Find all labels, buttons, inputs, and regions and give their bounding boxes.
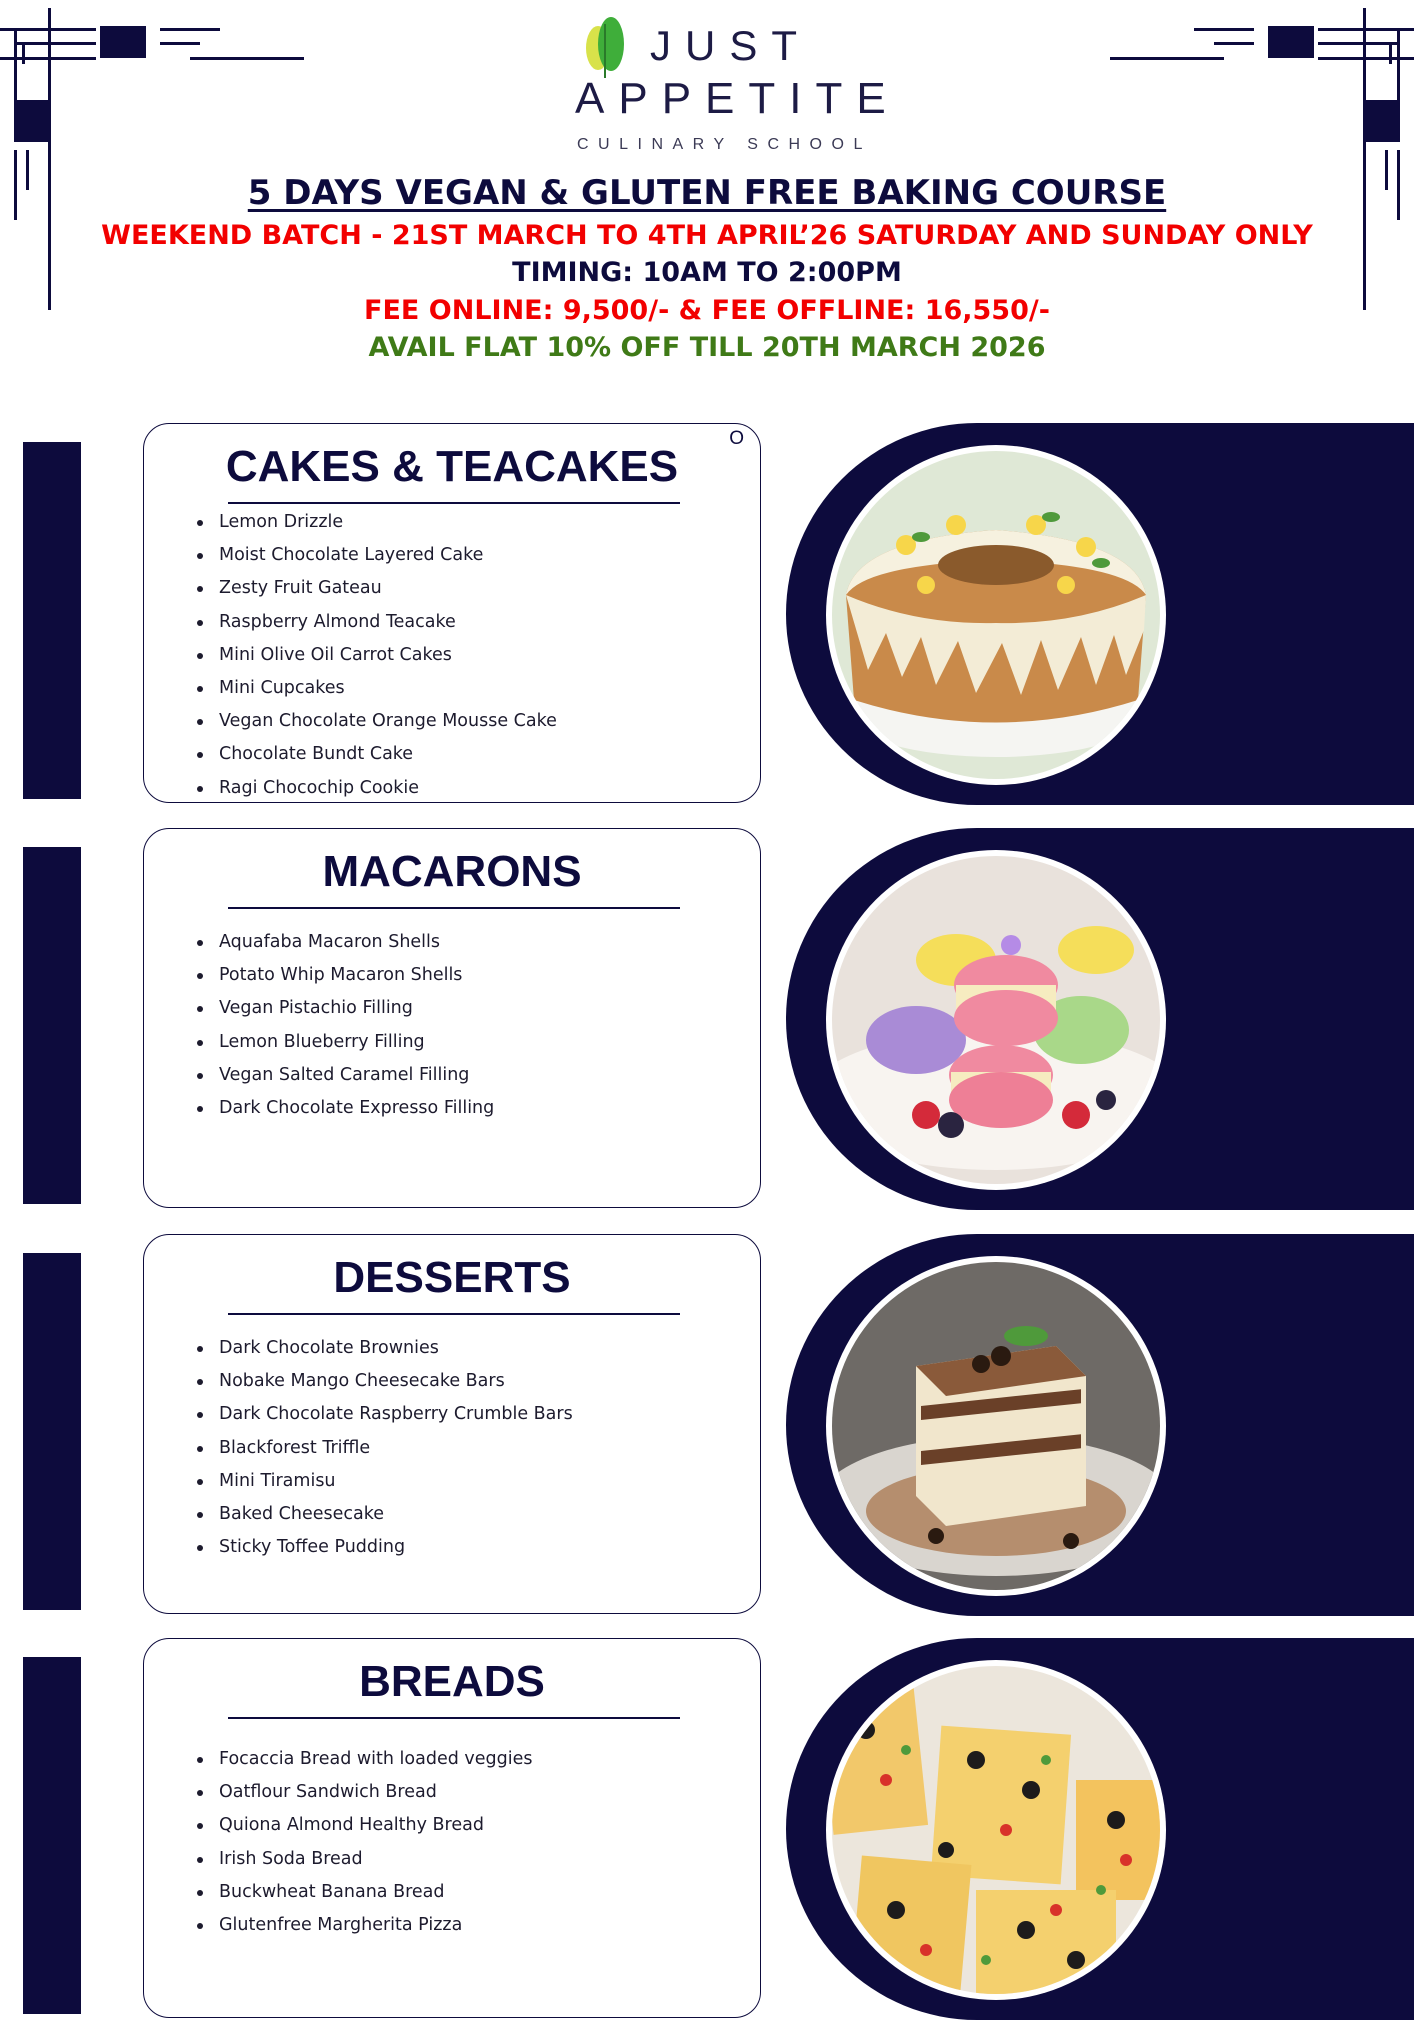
list-item: Baked Cheesecake <box>217 1500 573 1533</box>
logo-tagline: CULINARY SCHOOL <box>577 136 872 153</box>
side-accent-bar <box>23 442 81 799</box>
course-title: 5 DAYS VEGAN & GLUTEN FREE BAKING COURSE <box>247 173 1167 213</box>
list-item: Glutenfree Margherita Pizza <box>217 1911 532 1944</box>
list-item: Mini Olive Oil Carrot Cakes <box>217 641 557 674</box>
list-item: Vegan Chocolate Orange Mousse Cake <box>217 707 557 740</box>
logo-word-just: JUST <box>650 22 811 69</box>
list-item: Ragi Chocochip Cookie <box>217 774 557 807</box>
item-list <box>217 1334 573 1566</box>
section-macarons <box>0 828 1414 1210</box>
section-breads <box>0 1638 1414 2020</box>
leaf-icon <box>583 14 627 80</box>
menu-card <box>143 1234 761 1614</box>
list-item: Vegan Salted Caramel Filling <box>217 1061 494 1094</box>
list-item: Quiona Almond Healthy Bread <box>217 1811 532 1844</box>
item-list <box>217 1745 532 1944</box>
menu-card <box>143 828 761 1208</box>
logo-word-appetite: APPETITE <box>575 74 900 123</box>
list-item: Buckwheat Banana Bread <box>217 1878 532 1911</box>
list-item: Potato Whip Macaron Shells <box>217 961 494 994</box>
list-item: Dark Chocolate Raspberry Crumble Bars <box>217 1400 573 1433</box>
lemon-drizzle-bundt-cake-photo <box>826 445 1166 785</box>
section-desserts <box>0 1234 1414 1616</box>
title-underline <box>228 1717 680 1719</box>
menu-card <box>143 1638 761 2018</box>
batch-dates: WEEKEND BATCH - 21ST MARCH TO 4TH APRIL’26 SATURDAY AND SUNDAY ONLY <box>101 220 1313 251</box>
side-accent-bar <box>23 1253 81 1610</box>
list-item: Sticky Toffee Pudding <box>217 1533 573 1566</box>
list-item: Lemon Drizzle <box>217 508 557 541</box>
menu-card <box>143 423 761 803</box>
list-item: Aquafaba Macaron Shells <box>217 928 494 961</box>
item-list <box>217 508 557 807</box>
brand-logo <box>575 10 900 153</box>
list-item: Focaccia Bread with loaded veggies <box>217 1745 532 1778</box>
list-item: Nobake Mango Cheesecake Bars <box>217 1367 573 1400</box>
list-item: Vegan Pistachio Filling <box>217 994 494 1027</box>
tiramisu-photo <box>826 1256 1166 1596</box>
title-underline <box>228 1313 680 1315</box>
list-item: Blackforest Triffle <box>217 1434 573 1467</box>
title-underline <box>228 502 680 504</box>
section-title: CAKES & TEACAKES <box>225 442 679 491</box>
list-item: Oatflour Sandwich Bread <box>217 1778 532 1811</box>
list-item: Lemon Blueberry Filling <box>217 1028 494 1061</box>
section-title: BREADS <box>359 1657 545 1706</box>
side-accent-bar <box>23 847 81 1204</box>
course-fee: FEE ONLINE: 9,500/- & FEE OFFLINE: 16,550/- <box>364 295 1050 326</box>
course-timing: TIMING: 10AM TO 2:00PM <box>512 257 902 288</box>
focaccia-bread-photo <box>826 1660 1166 2000</box>
list-item: Dark Chocolate Brownies <box>217 1334 573 1367</box>
section-title: DESSERTS <box>333 1253 571 1302</box>
stray-mark: O <box>729 428 744 449</box>
macarons-photo <box>826 850 1166 1190</box>
list-item: Chocolate Bundt Cake <box>217 740 557 773</box>
list-item: Raspberry Almond Teacake <box>217 608 557 641</box>
side-accent-bar <box>23 1657 81 2014</box>
section-cakes <box>0 423 1414 805</box>
list-item: Dark Chocolate Expresso Filling <box>217 1094 494 1127</box>
discount-offer: AVAIL FLAT 10% OFF TILL 20TH MARCH 2026 <box>368 332 1046 363</box>
list-item: Moist Chocolate Layered Cake <box>217 541 557 574</box>
list-item: Mini Tiramisu <box>217 1467 573 1500</box>
item-list <box>217 928 494 1127</box>
title-underline <box>228 907 680 909</box>
list-item: Irish Soda Bread <box>217 1845 532 1878</box>
list-item: Mini Cupcakes <box>217 674 557 707</box>
list-item: Zesty Fruit Gateau <box>217 574 557 607</box>
section-title: MACARONS <box>322 847 582 896</box>
